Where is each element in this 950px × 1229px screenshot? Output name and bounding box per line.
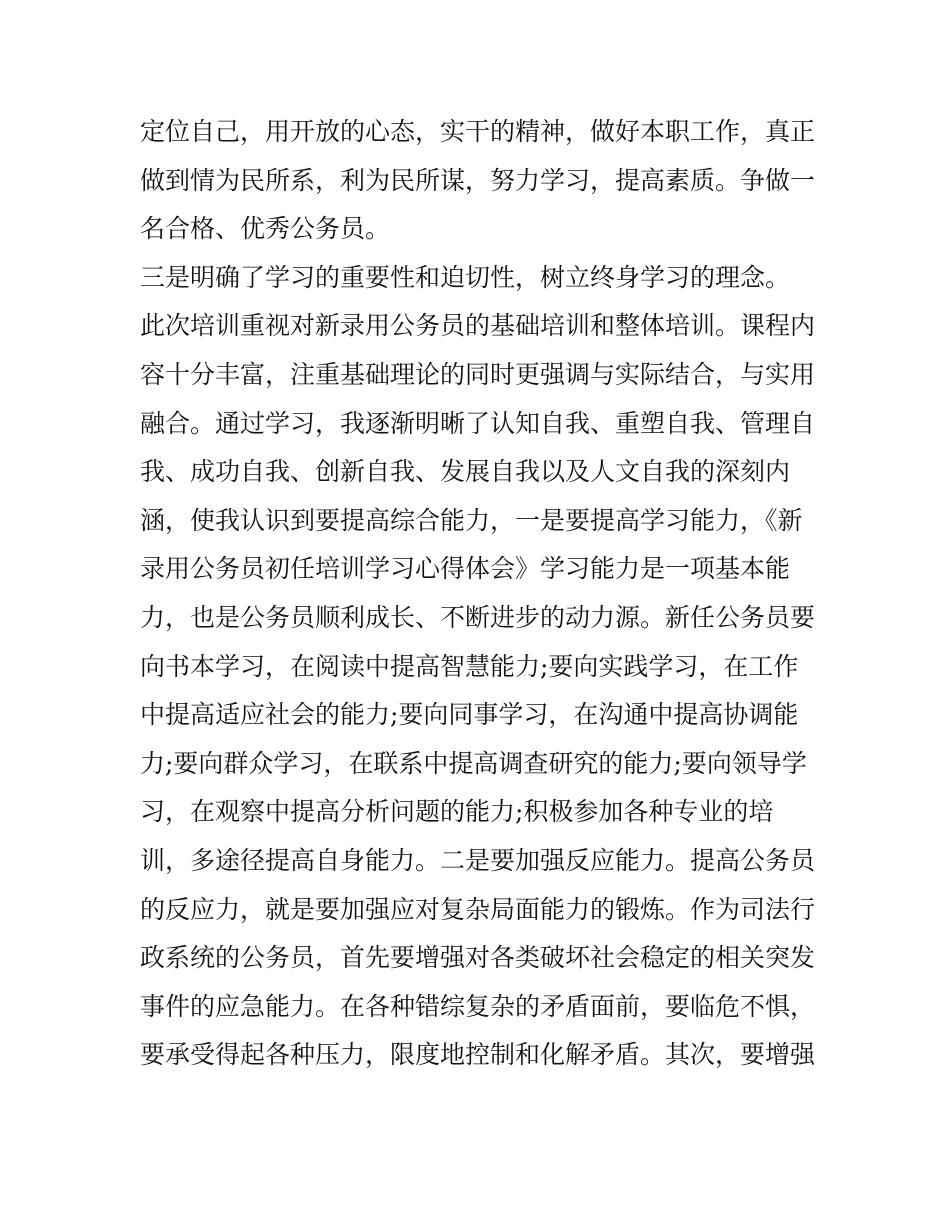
text-line-11: 力，也是公务员顺利成长、不断进步的动力源。新任公务员要 <box>140 602 816 632</box>
body-text <box>140 108 820 1080</box>
text-line-20: 要承受得起各种压力，限度地控制和化解矛盾。其次，要增强 <box>140 1040 816 1070</box>
text-line-18: 政系统的公务员，首先要增强对各类破坏社会稳定的相关突发 <box>140 943 816 973</box>
text-line-1: 定位自己，用开放的心态，实干的精神，做好本职工作，真正 <box>140 117 816 146</box>
text-line-19: 事件的应急能力。在各种错综复杂的矛盾面前，要临危不惧， <box>140 991 816 1021</box>
text-line-2: 做到情为民所系，利为民所谋，努力学习，提高素质。争做一 <box>140 165 816 195</box>
text-line-7: 融合。通过学习，我逐渐明晰了认知自我、重塑自我、管理自 <box>140 408 816 438</box>
text-line-17: 的反应力，就是要加强应对复杂局面能力的锻炼。作为司法行 <box>140 894 816 924</box>
text-line-3: 名合格、优秀公务员。 <box>140 214 391 244</box>
text-line-14: 力;要向群众学习，在联系中提高调查研究的能力;要向领导学 <box>140 748 807 778</box>
text-line-9: 涵，使我认识到要提高综合能力，一是要提高学习能力，《新 <box>140 505 803 535</box>
text-line-12: 向书本学习，在阅读中提高智慧能力;要向实践学习，在工作 <box>140 651 799 681</box>
text-line-8: 我、成功自我、创新自我、发展自我以及人文自我的深刻内 <box>140 457 791 487</box>
text-line-15: 习，在观察中提高分析问题的能力;积极参加各种专业的培 <box>140 797 774 827</box>
text-line-5: 此次培训重视对新录用公务员的基础培训和整体培训。课程内 <box>140 311 816 341</box>
text-line-10: 录用公务员初任培训学习心得体会》学习能力是一项基本能 <box>140 554 791 584</box>
text-line-13: 中提高适应社会的能力;要向同事学习，在沟通中提高协调能 <box>140 700 799 730</box>
text-line-16: 训，多途径提高自身能力。二是要加强反应能力。提高公务员 <box>140 845 816 875</box>
text-line-6: 容十分丰富，注重基础理论的同时更强调与实际结合，与实用 <box>140 359 816 389</box>
text-line-4: 三是明确了学习的重要性和迫切性，树立终身学习的理念。 <box>140 262 791 292</box>
